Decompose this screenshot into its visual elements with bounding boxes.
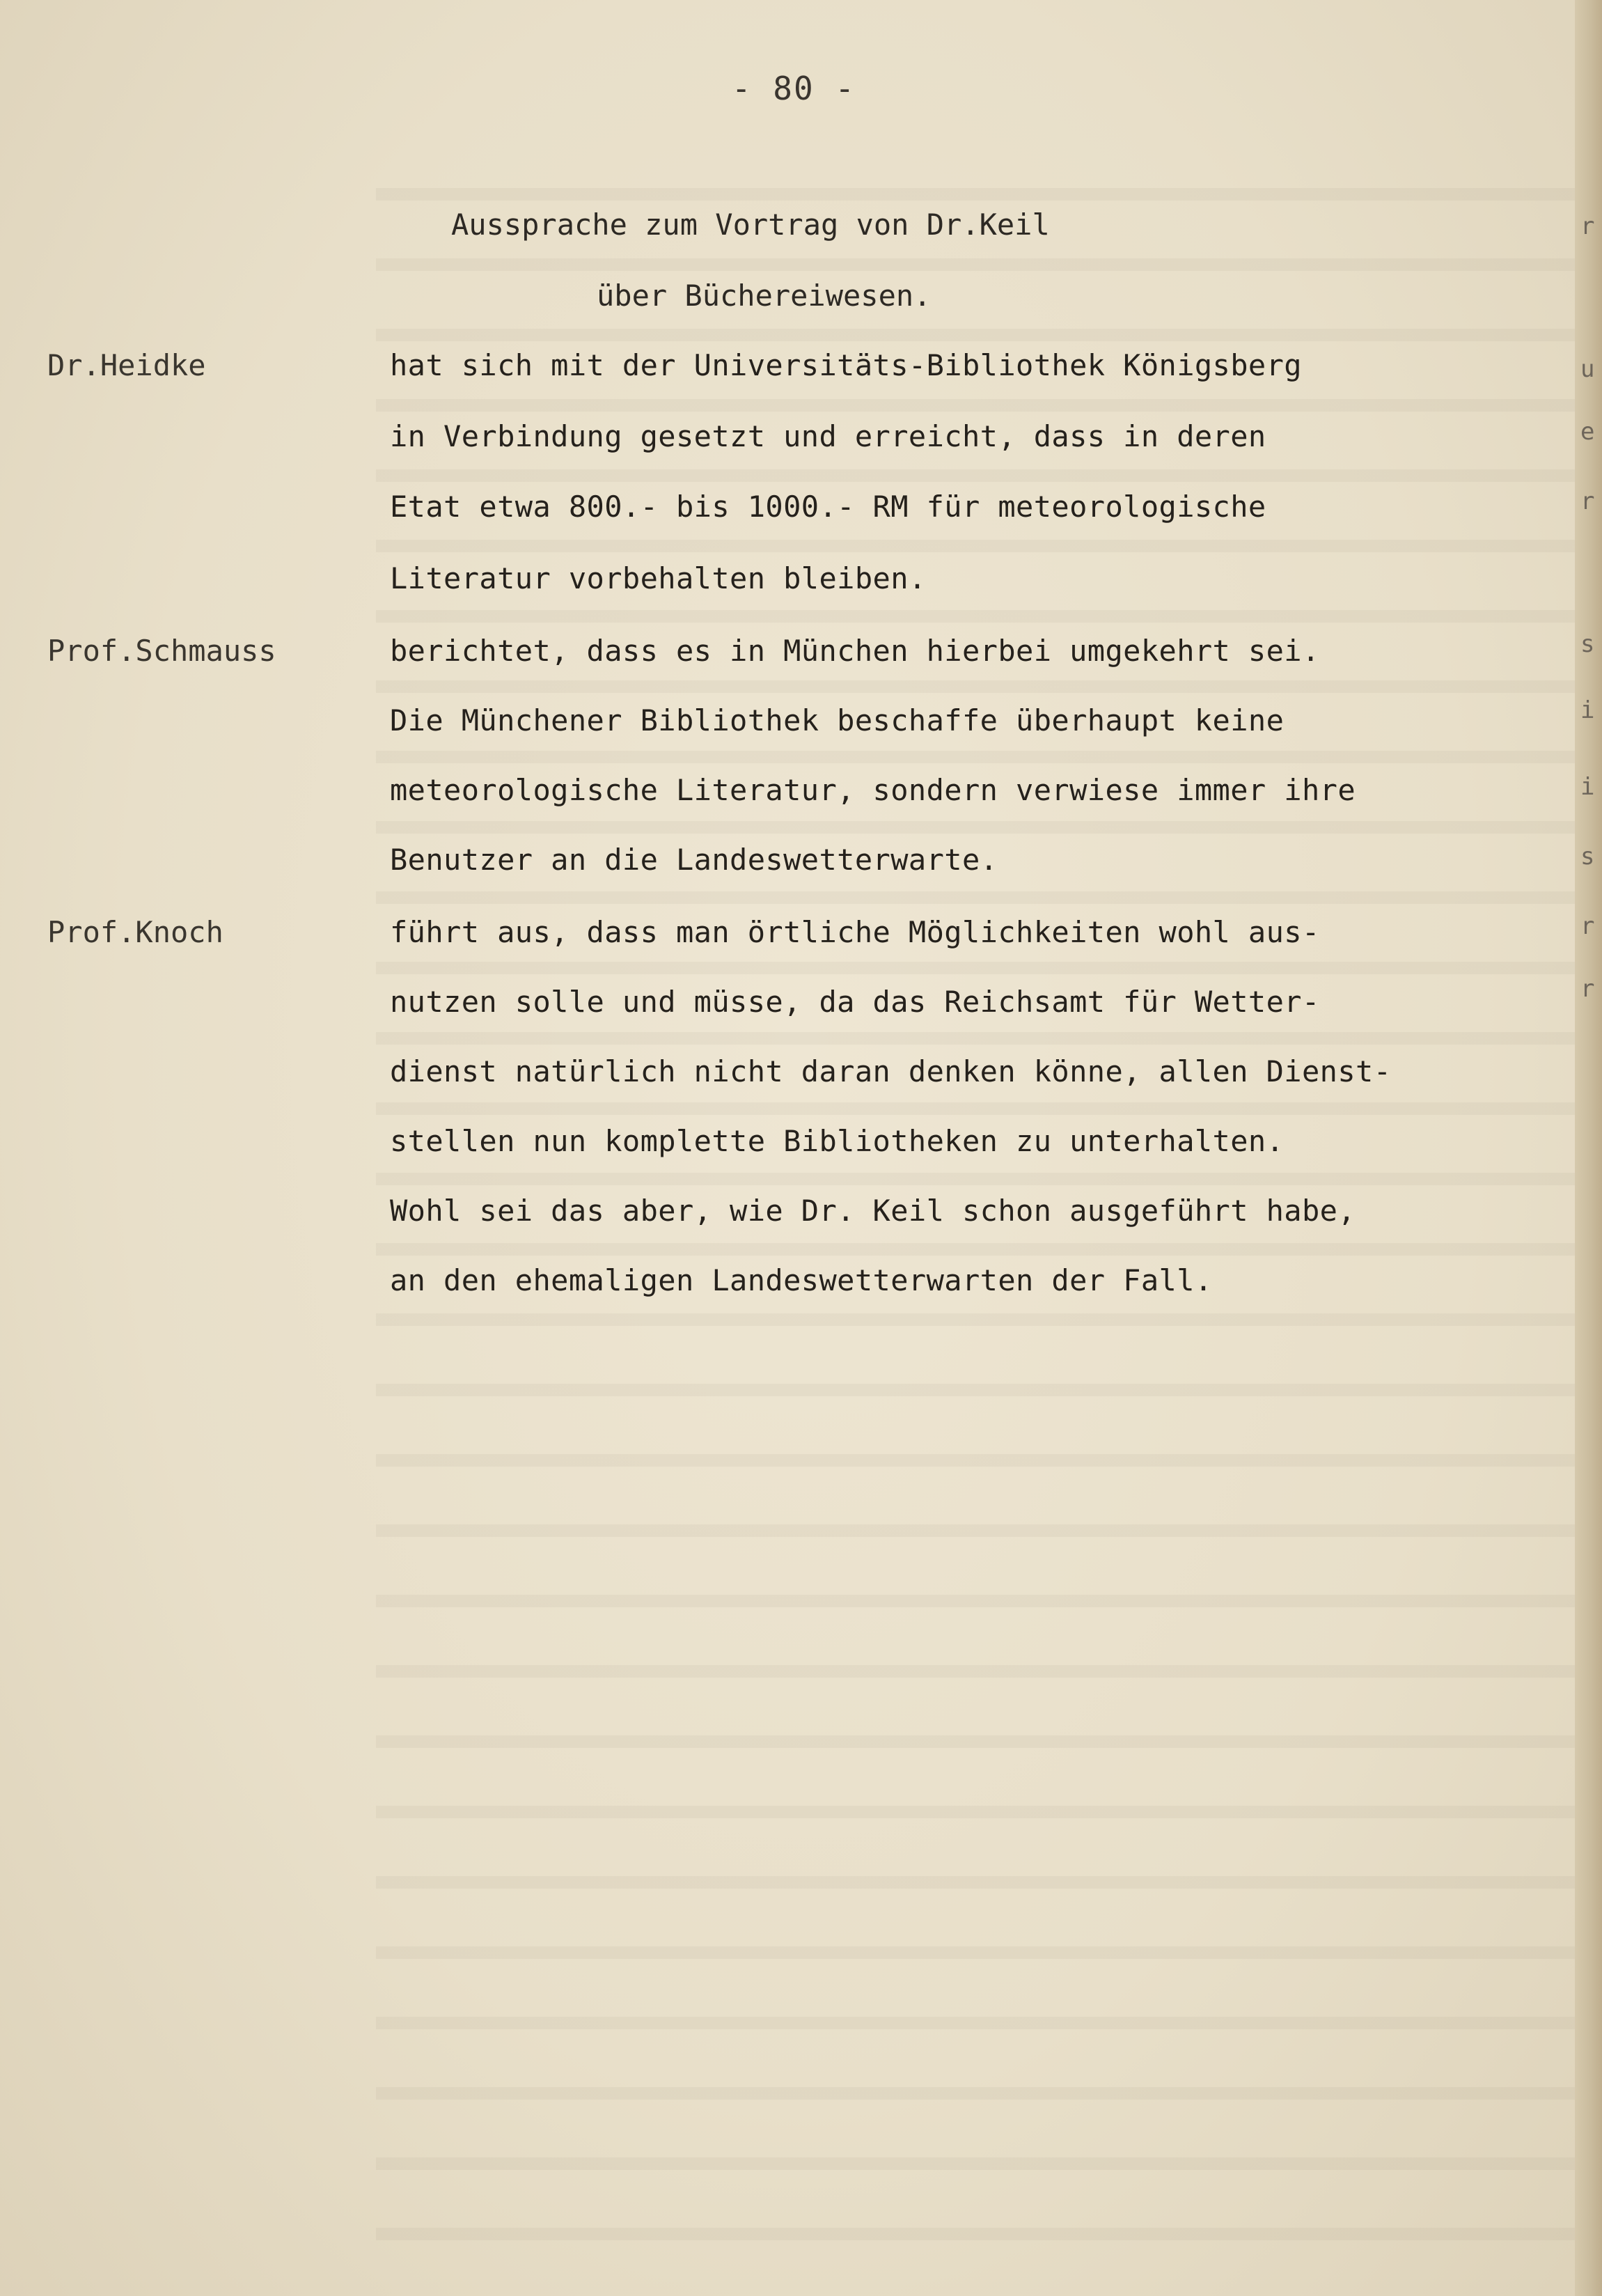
margin-fragment: r bbox=[1580, 912, 1595, 940]
margin-fragment: s bbox=[1580, 843, 1595, 870]
margin-fragment: u bbox=[1580, 355, 1595, 383]
margin-fragment: e bbox=[1580, 418, 1595, 446]
statement-line: hat sich mit der Universitäts-Bibliothek Königsberg bbox=[390, 348, 1302, 382]
statement-line: Etat etwa 800.- bis 1000.- RM für meteorologische bbox=[390, 490, 1266, 524]
statement-line: Die Münchener Bibliothek beschaffe überhaupt keine bbox=[390, 703, 1285, 737]
speaker-name: Prof.Schmauss bbox=[47, 634, 276, 668]
statement-line: führt aus, dass man örtliche Möglichkeiten wohl aus- bbox=[390, 915, 1320, 949]
document-title-line-1: Aussprache zum Vortrag von Dr.Keil bbox=[451, 208, 1050, 242]
margin-fragment: r bbox=[1580, 975, 1595, 1003]
statement-line: Wohl sei das aber, wie Dr. Keil schon ausgeführt habe, bbox=[390, 1194, 1356, 1228]
statement-line: dienst natürlich nicht daran denken könne, allen Dienst- bbox=[390, 1054, 1392, 1088]
speaker-name: Prof.Knoch bbox=[47, 915, 223, 949]
statement-line: in Verbindung gesetzt und erreicht, dass in deren bbox=[390, 419, 1266, 453]
statement-line: Literatur vorbehalten bleiben. bbox=[390, 561, 927, 595]
margin-fragment: r bbox=[1580, 487, 1595, 515]
document-title-line-2: über Büchereiwesen. bbox=[597, 279, 932, 313]
margin-fragment: r bbox=[1580, 212, 1595, 240]
margin-fragment: s bbox=[1580, 630, 1595, 658]
margin-fragment: i bbox=[1580, 696, 1595, 724]
statement-line: meteorologische Literatur, sondern verwiese immer ihre bbox=[390, 773, 1356, 807]
statement-line: stellen nun komplette Bibliotheken zu unterhalten. bbox=[390, 1124, 1285, 1158]
statement-line: berichtet, dass es in München hierbei umgekehrt sei. bbox=[390, 634, 1320, 668]
page-fold-edge bbox=[1575, 0, 1602, 2296]
speaker-name: Dr.Heidke bbox=[47, 348, 206, 382]
statement-line: nutzen solle und müsse, da das Reichsamt für Wetter- bbox=[390, 985, 1320, 1019]
statement-line: an den ehemaligen Landeswetterwarten der Fall. bbox=[390, 1263, 1213, 1297]
margin-fragment: i bbox=[1580, 773, 1595, 801]
page-number: - 80 - bbox=[731, 70, 856, 107]
statement-line: Benutzer an die Landeswetterwarte. bbox=[390, 843, 998, 877]
